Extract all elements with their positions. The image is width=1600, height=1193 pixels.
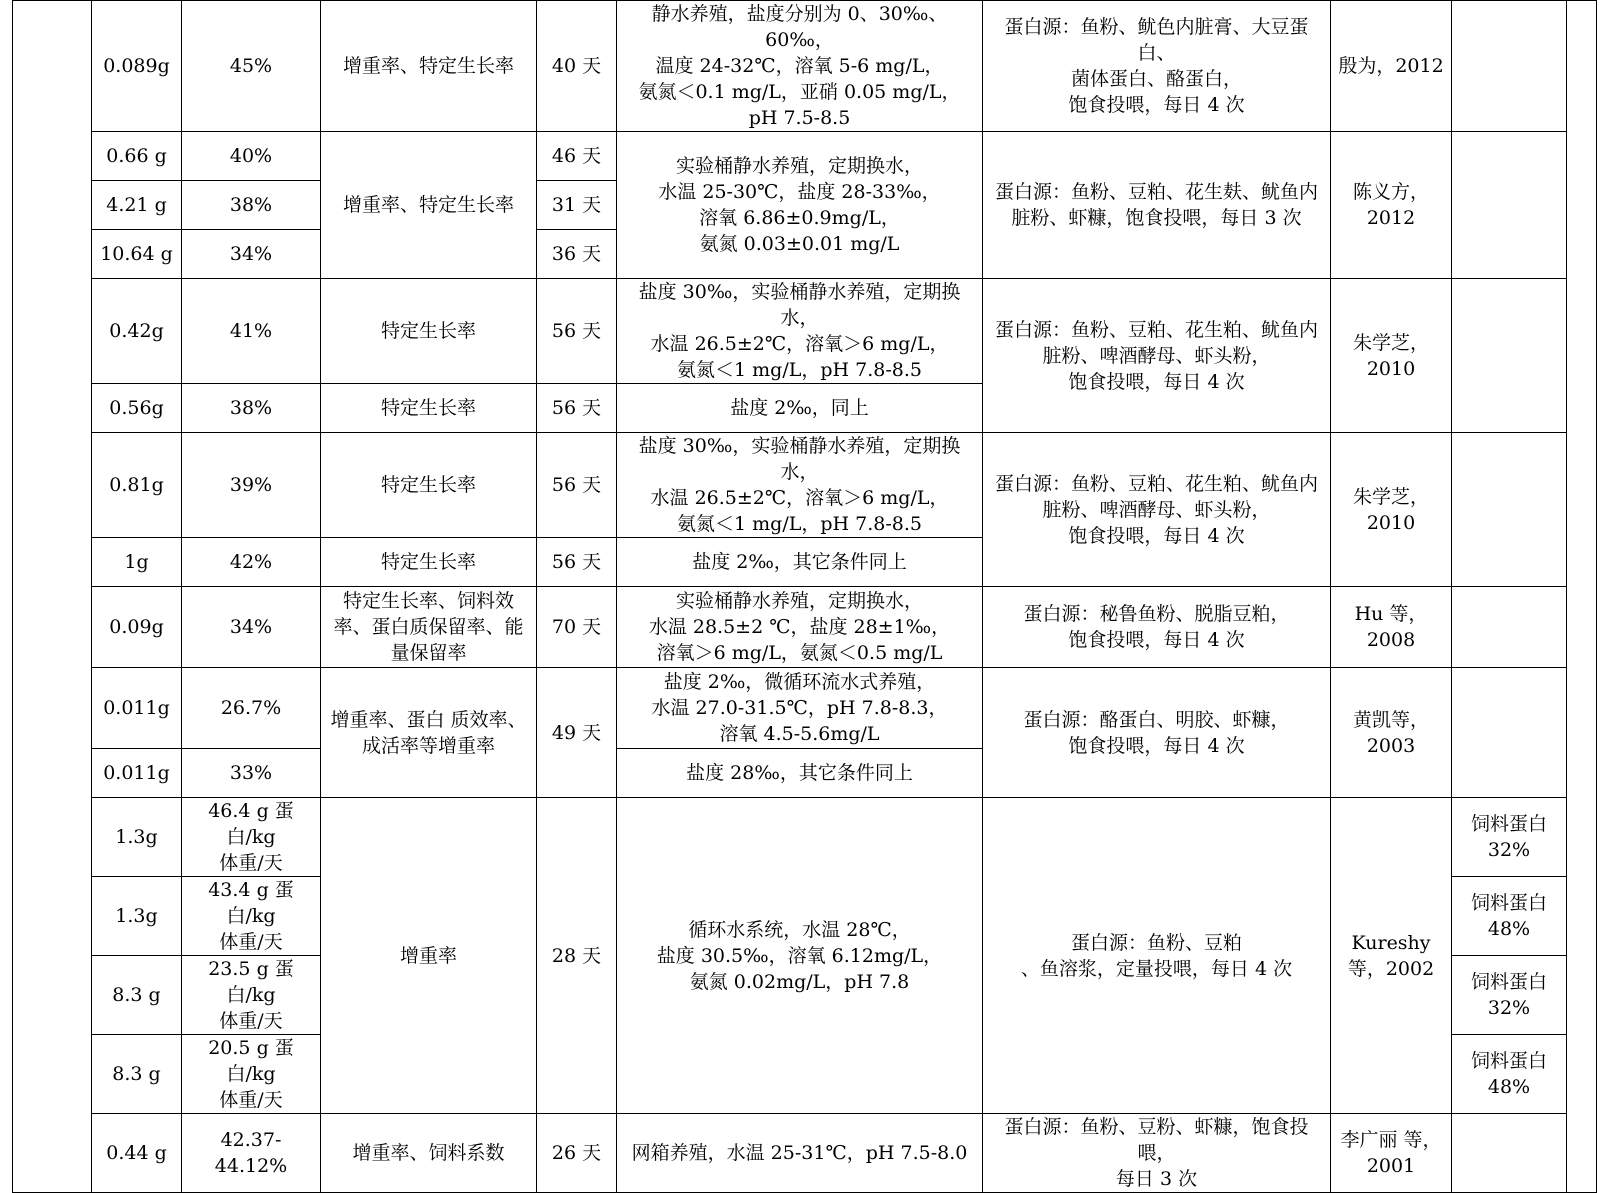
- duration-cell: 70 天: [537, 587, 617, 668]
- duration-cell: 56 天: [537, 384, 617, 433]
- duration-cell: 56 天: [537, 279, 617, 384]
- protein-level-cell: 20.5 g 蛋白/kg 体重/天: [182, 1035, 321, 1114]
- body-weight-cell: 1.3g: [92, 798, 182, 877]
- table-row: [13, 279, 1597, 384]
- indicator-cell: 增重率、特定生长率: [321, 1, 537, 132]
- indicator-cell: 特定生长率: [321, 279, 537, 384]
- table-row: [13, 132, 1597, 181]
- protein-level-cell: 34%: [182, 587, 321, 668]
- protein-level-cell: 45%: [182, 1, 321, 132]
- note-cell: [1452, 1114, 1567, 1193]
- note-cell: 饲料蛋白 48%: [1452, 877, 1567, 956]
- reference-cell: 殷为，2012: [1331, 1, 1452, 132]
- protein-level-cell: 23.5 g 蛋白/kg 体重/天: [182, 956, 321, 1035]
- indicator-cell: 特定生长率: [321, 384, 537, 433]
- note-cell: 饲料蛋白 32%: [1452, 956, 1567, 1035]
- note-cell: [1452, 132, 1567, 279]
- protein-level-cell: 39%: [182, 433, 321, 538]
- protein-level-cell: 46.4 g 蛋白/kg 体重/天: [182, 798, 321, 877]
- body-weight-cell: 0.42g: [92, 279, 182, 384]
- reference-cell: 陈义方， 2012: [1331, 132, 1452, 279]
- reference-cell: 朱学芝， 2010: [1331, 279, 1452, 433]
- protein-level-cell: 38%: [182, 384, 321, 433]
- body-weight-cell: 0.089g: [92, 1, 182, 132]
- conditions-cell: 实验桶静水养殖，定期换水， 水温 28.5±2 ℃，盐度 28±1‰， 溶氧＞6 mg/L，氨氮＜0.5 mg/L: [617, 587, 983, 668]
- reference-cell: 朱学芝， 2010: [1331, 433, 1452, 587]
- note-cell: 饲料蛋白 32%: [1452, 798, 1567, 877]
- duration-cell: 28 天: [537, 798, 617, 1114]
- body-weight-cell: 8.3 g: [92, 1035, 182, 1114]
- body-weight-cell: 0.56g: [92, 384, 182, 433]
- protein-level-cell: 40%: [182, 132, 321, 181]
- conditions-cell: 盐度 30‰，实验桶静水养殖，定期换水， 水温 26.5±2℃，溶氧＞6 mg/L， 氨氮＜1 mg/L，pH 7.8-8.5: [617, 279, 983, 384]
- duration-cell: 36 天: [537, 230, 617, 279]
- reference-cell: 李广丽 等， 2001: [1331, 1114, 1452, 1193]
- body-weight-cell: 1.3g: [92, 877, 182, 956]
- protein-level-cell: 38%: [182, 181, 321, 230]
- body-weight-cell: 10.64 g: [92, 230, 182, 279]
- conditions-cell: 网箱养殖，水温 25-31℃，pH 7.5-8.0: [617, 1114, 983, 1193]
- protein-level-cell: 42%: [182, 538, 321, 587]
- data-table: [12, 0, 1597, 1193]
- duration-cell: 49 天: [537, 668, 617, 798]
- reference-cell: Hu 等， 2008: [1331, 587, 1452, 668]
- note-cell: [1452, 668, 1567, 798]
- body-weight-cell: 4.21 g: [92, 181, 182, 230]
- conditions-cell: 盐度 2‰，微循环流水式养殖， 水温 27.0-31.5℃，pH 7.8-8.3， 溶氧 4.5-5.6mg/L: [617, 668, 983, 749]
- note-cell: [1452, 1, 1567, 132]
- duration-cell: 40 天: [537, 1, 617, 132]
- body-weight-cell: 0.44 g: [92, 1114, 182, 1193]
- conditions-cell: 盐度 30‰，实验桶静水养殖，定期换水， 水温 26.5±2℃，溶氧＞6 mg/L， 氨氮＜1 mg/L，pH 7.8-8.5: [617, 433, 983, 538]
- protein-level-cell: 33%: [182, 749, 321, 798]
- right-margin-column: [1567, 1, 1597, 1193]
- body-weight-cell: 0.66 g: [92, 132, 182, 181]
- conditions-cell: 盐度 28‰，其它条件同上: [617, 749, 983, 798]
- protein-level-cell: 41%: [182, 279, 321, 384]
- note-cell: [1452, 433, 1567, 587]
- duration-cell: 26 天: [537, 1114, 617, 1193]
- body-weight-cell: 0.81g: [92, 433, 182, 538]
- protein-level-cell: 42.37- 44.12%: [182, 1114, 321, 1193]
- body-weight-cell: 0.09g: [92, 587, 182, 668]
- protein-source-cell: 蛋白源：鱼粉、豆粕、花生麸、鱿鱼内 脏粉、虾糠，饱食投喂，每日 3 次: [983, 132, 1331, 279]
- body-weight-cell: 0.011g: [92, 668, 182, 749]
- conditions-cell: 实验桶静水养殖，定期换水， 水温 25-30℃，盐度 28-33‰， 溶氧 6.86±0.9mg/L， 氨氮 0.03±0.01 mg/L: [617, 132, 983, 279]
- table-row: [13, 668, 1597, 749]
- duration-cell: 56 天: [537, 433, 617, 538]
- body-weight-cell: 8.3 g: [92, 956, 182, 1035]
- protein-source-cell: 蛋白源：秘鲁鱼粉、脱脂豆粕， 饱食投喂，每日 4 次: [983, 587, 1331, 668]
- table-container: [12, 0, 1596, 1190]
- conditions-cell: 静水养殖，盐度分别为 0、30‰、60‰， 温度 24-32℃，溶氧 5-6 mg/L， 氨氮＜0.1 mg/L，亚硝 0.05 mg/L， pH 7.5-8.5: [617, 1, 983, 132]
- indicator-cell: 增重率、特定生长率: [321, 132, 537, 279]
- protein-level-cell: 43.4 g 蛋白/kg 体重/天: [182, 877, 321, 956]
- note-cell: [1452, 279, 1567, 433]
- conditions-cell: 循环水系统，水温 28℃， 盐度 30.5‰，溶氧 6.12mg/L， 氨氮 0.02mg/L，pH 7.8: [617, 798, 983, 1114]
- note-cell: 饲料蛋白 48%: [1452, 1035, 1567, 1114]
- body-weight-cell: 1g: [92, 538, 182, 587]
- indicator-cell: 特定生长率、饲料效 率、蛋白质保留率、能 量保留率: [321, 587, 537, 668]
- table-row: [13, 433, 1597, 538]
- indicator-cell: 特定生长率: [321, 433, 537, 538]
- duration-cell: 46 天: [537, 132, 617, 181]
- protein-source-cell: 蛋白源：鱼粉、豆粕、花生粕、鱿鱼内 脏粉、啤酒酵母、虾头粉， 饱食投喂，每日 4 次: [983, 279, 1331, 433]
- reference-cell: 黄凯等， 2003: [1331, 668, 1452, 798]
- table-row: [13, 587, 1597, 668]
- note-cell: [1452, 587, 1567, 668]
- duration-cell: 56 天: [537, 538, 617, 587]
- reference-cell: Kureshy 等，2002: [1331, 798, 1452, 1114]
- indicator-cell: 增重率、蛋白 质效率、 成活率等增重率: [321, 668, 537, 798]
- indicator-cell: 特定生长率: [321, 538, 537, 587]
- protein-level-cell: 26.7%: [182, 668, 321, 749]
- duration-cell: 31 天: [537, 181, 617, 230]
- table-row: [13, 1, 1597, 132]
- protein-level-cell: 34%: [182, 230, 321, 279]
- protein-source-cell: 蛋白源：鱼粉、豆粕 、鱼溶浆，定量投喂，每日 4 次: [983, 798, 1331, 1114]
- protein-source-cell: 蛋白源：酪蛋白、明胶、虾糠， 饱食投喂，每日 4 次: [983, 668, 1331, 798]
- table-row: [13, 798, 1597, 877]
- protein-source-cell: 蛋白源：鱼粉、豆粕、花生粕、鱿鱼内 脏粉、啤酒酵母、虾头粉， 饱食投喂，每日 4 次: [983, 433, 1331, 587]
- indicator-cell: 增重率: [321, 798, 537, 1114]
- conditions-cell: 盐度 2‰，其它条件同上: [617, 538, 983, 587]
- body-weight-cell: 0.011g: [92, 749, 182, 798]
- protein-source-cell: 蛋白源：鱼粉、鱿色内脏膏、大豆蛋白、 菌体蛋白、酪蛋白， 饱食投喂，每日 4 次: [983, 1, 1331, 132]
- conditions-cell: 盐度 2‰，同上: [617, 384, 983, 433]
- protein-source-cell: 蛋白源：鱼粉、豆粉、虾糠，饱食投喂， 每日 3 次: [983, 1114, 1331, 1193]
- indicator-cell: 增重率、饲料系数: [321, 1114, 537, 1193]
- left-margin-column: [13, 1, 92, 1193]
- table-row: [13, 1114, 1597, 1193]
